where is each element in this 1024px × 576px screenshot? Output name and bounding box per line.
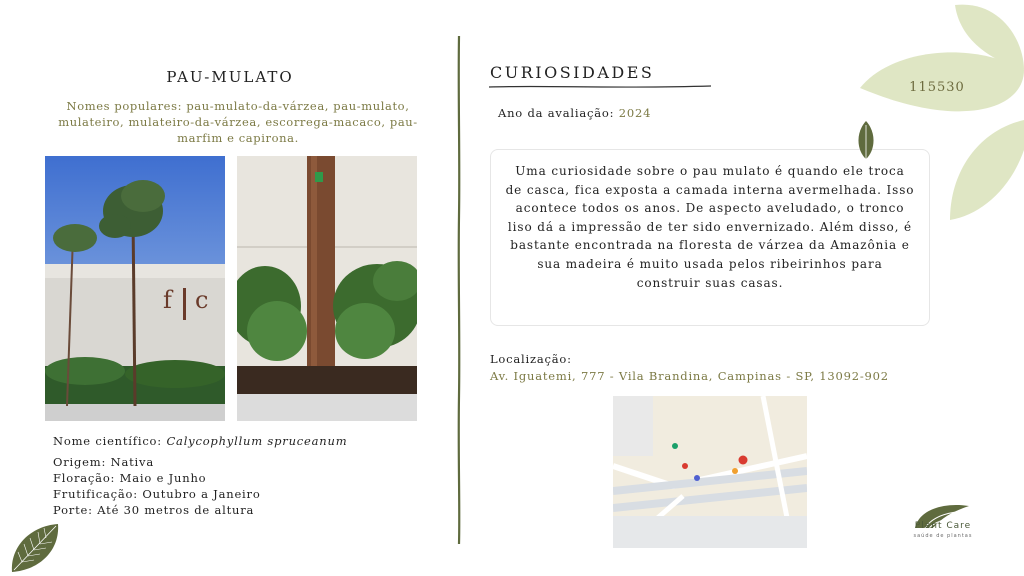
logo-name: Plant Care bbox=[914, 521, 972, 531]
location-map[interactable] bbox=[613, 396, 807, 548]
evaluation-year-label: Ano da avaliação: bbox=[498, 106, 615, 120]
origin: Origem: Nativa bbox=[53, 455, 154, 469]
scientific-name bbox=[53, 434, 347, 448]
curiosity-text-box: Uma curiosidade sobre o pau mulato é quando ele troca de casca, fica exposta a camada interna avermelhada. Isso acontece todos os anos. De aspecto aveludado, o tronco liso dá a impressão de ter sido envernizado. Além disso, é bastante encontrada na floresta de várzea da Amazônia e sua madeira é muito usada pelos ribeirinhos para construir suas casas. bbox=[490, 149, 930, 326]
location-address: Av. Iguatemi, 777 - Vila Brandina, Campinas - SP, 13092-902 bbox=[490, 369, 889, 383]
evaluation-year-value: 2024 bbox=[618, 106, 652, 120]
size: Porte: Até 30 metros de altura bbox=[53, 503, 255, 517]
popular-names: Nomes populares: pau-mulato-da-várzea, pau-mulato, mulateiro, mulateiro-da-várzea, escorrega-macaco, pau-marfim e capirona. bbox=[58, 99, 418, 145]
location-label: Localização: bbox=[490, 352, 572, 366]
evaluation-year bbox=[498, 106, 651, 120]
svg-text:f: f bbox=[163, 286, 172, 314]
fruiting: Frutificação: Outubro a Janeiro bbox=[53, 487, 261, 501]
curiosities-title: CURIOSIDADES bbox=[490, 63, 655, 82]
column-divider bbox=[453, 36, 465, 544]
plant-title: PAU-MULATO bbox=[166, 68, 294, 86]
trunk-photo bbox=[237, 156, 417, 421]
scientific-name-value: Calycophyllum spruceanum bbox=[166, 434, 348, 448]
title-underline bbox=[489, 83, 711, 91]
logo-tagline: saúde de plantas bbox=[913, 533, 973, 539]
scientific-name-label: Nome científico: bbox=[53, 434, 162, 448]
flowering: Floração: Maio e Junho bbox=[53, 471, 207, 485]
tree-photo bbox=[45, 156, 225, 421]
svg-text:c: c bbox=[195, 286, 209, 314]
plant-code: 115530 bbox=[909, 80, 965, 95]
leaf-icon bbox=[855, 121, 877, 161]
decorative-leaves bbox=[860, 0, 1024, 230]
decorative-leaf-icon bbox=[8, 522, 62, 574]
